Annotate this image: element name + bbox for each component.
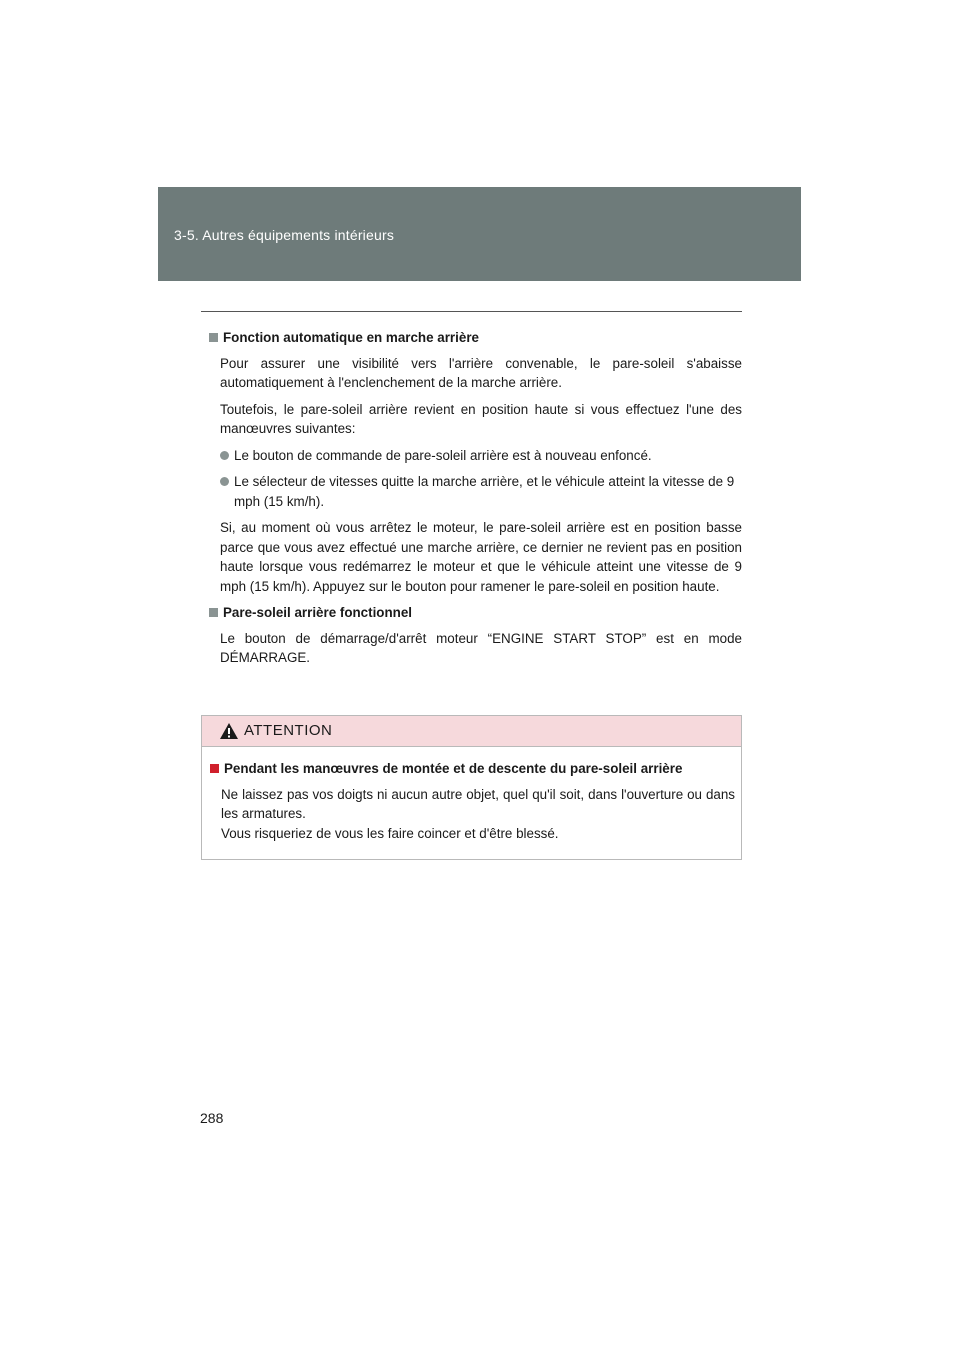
paragraph: Si, au moment où vous arrêtez le moteur, le pare-soleil arrière est en position basse parce que vous avez effectué une marche arrière, ce dernier ne revient pas en position haute lorsque vous redémarrez le moteur et que le véhicule atteint une vitesse de 9 mph (15 km/h). Appuyez sur le bouton pour ramener le pare-soleil en position haute. [220,520,742,594]
warning-body [202,747,741,843]
list-item-text: Le bouton de commande de pare-soleil arrière est à nouveau enfoncé. [234,447,652,463]
section-heading-text: Pare-soleil arrière fonctionnel [223,605,413,620]
paragraph: Le bouton de démarrage/d'arrêt moteur “ENGINE START STOP” est en mode DÉMARRAGE. [220,630,742,665]
section-divider [201,311,742,312]
square-bullet-icon [209,333,218,342]
warning-box [201,715,742,860]
page-number: 288 [200,1110,224,1126]
main-content [201,328,742,675]
round-bullet-icon [220,477,229,486]
square-bullet-icon [209,608,218,617]
round-bullet-icon [220,451,229,460]
warning-heading [202,759,741,779]
section-heading-functional [201,603,742,623]
warning-paragraph: Vous risqueriez de vous les faire coincer et d'être blessé. [221,825,559,841]
warning-heading-text: Pendant les manœuvres de montée et de descente du pare-soleil arrière [224,761,683,776]
list-item [220,446,742,466]
warning-paragraph: Ne laissez pas vos doigts ni aucun autre objet, quel qu'il soit, dans l'ouverture ou dans les armatures. [221,786,735,821]
list-item [220,472,742,511]
section-heading-auto-reverse [201,328,742,348]
warning-triangle-icon [219,722,239,740]
warning-title: ATTENTION [244,722,333,739]
square-bullet-icon [210,764,219,773]
paragraph: Toutefois, le pare-soleil arrière revient en position haute si vous effectuez l'une des manœuvres suivantes: [220,401,742,436]
list-item-text: Le sélecteur de vitesses quitte la marche arrière, et le véhicule atteint la vitesse de 9 mph (15 km/h). [234,474,735,509]
chapter-header [158,187,801,281]
section-heading-text: Fonction automatique en marche arrière [223,330,479,345]
chapter-title: 3-5. Autres équipements intérieurs [174,227,395,243]
warning-header [202,716,741,747]
paragraph: Pour assurer une visibilité vers l'arrière convenable, le pare-soleil s'abaisse automatiquement à l'enclenchement de la marche arrière. [220,355,742,390]
